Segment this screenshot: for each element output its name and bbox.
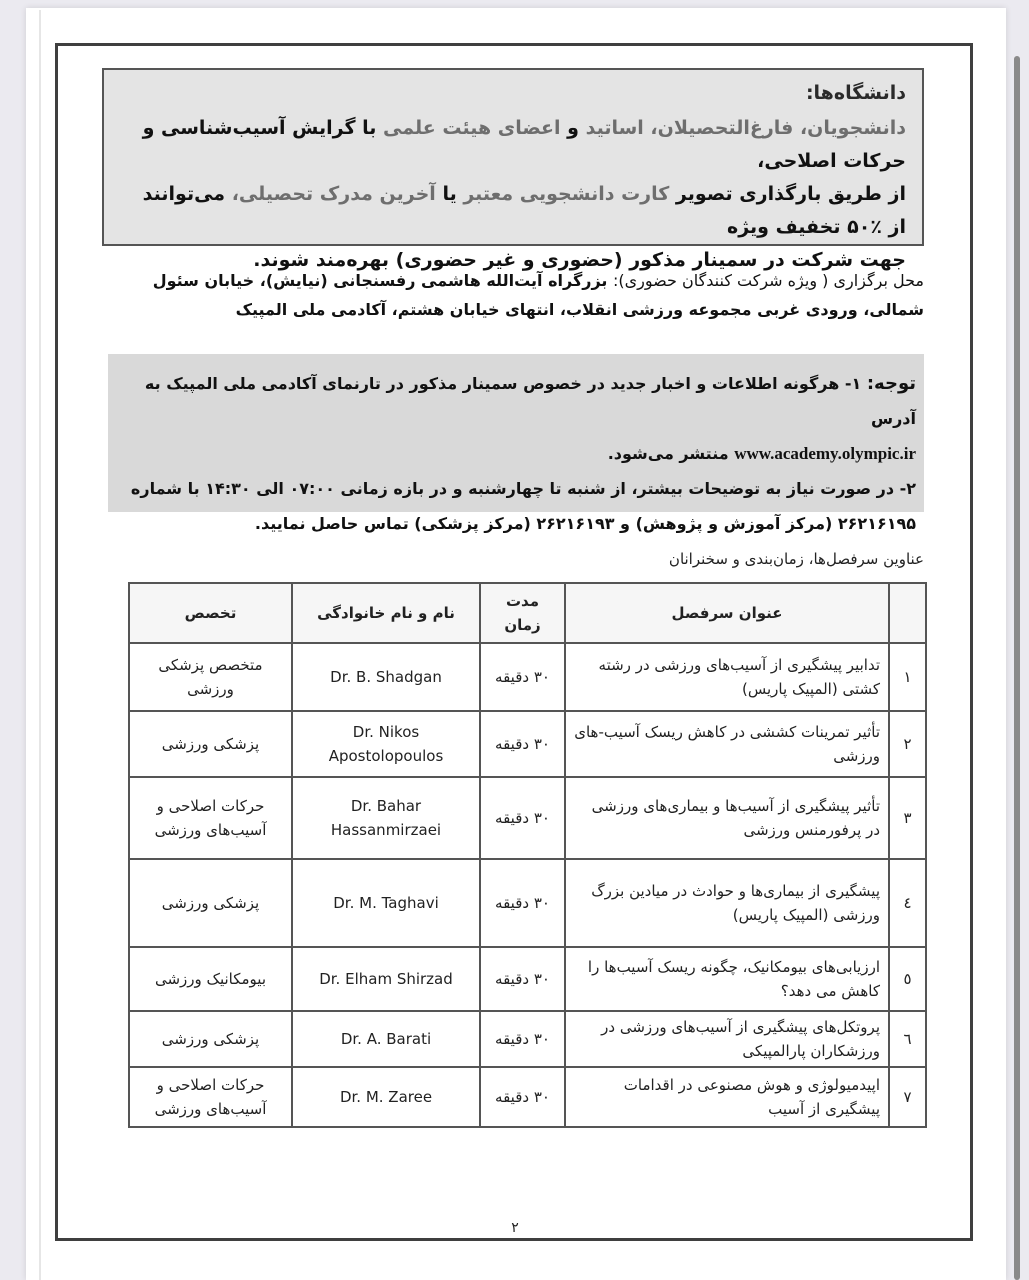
note-item-1: [118, 366, 916, 436]
vertical-scrollbar[interactable]: [1014, 56, 1020, 1280]
row-number: ۷: [889, 1067, 926, 1127]
note-item-1-url-line: [118, 436, 916, 471]
row-speaker-name: Dr. B. Shadgan: [292, 643, 480, 711]
row-number: ٦: [889, 1011, 926, 1067]
row-topic: تأثیر پیشگیری از آسیب‌ها و بیماری‌های ورزشی در پرفورمنس ورزشی: [565, 777, 889, 859]
universities-phrase: اعضای هیئت علمی: [376, 117, 561, 139]
row-speaker-name: Dr. Nikos Apostolopoulos: [292, 711, 480, 777]
universities-phrase: و: [560, 117, 579, 139]
row-duration: ۳۰ دقیقه: [480, 643, 565, 711]
row-number: ۱: [889, 643, 926, 711]
table-row: [129, 777, 926, 859]
universities-line-2: [120, 178, 906, 244]
row-specialty: حرکات اصلاحی و آسیب‌های ورزشی: [129, 777, 292, 859]
venue-address: بزرگراه آیت‌الله هاشمی رفسنجانی (نیایش)، خیابان سئول شمالی، ورودی غربی مجموعه ورزشی انقلاب، انتهای خیابان هشتم، آکادمی ملی المپیک: [152, 271, 924, 319]
row-number: ٤: [889, 859, 926, 947]
row-specialty: پزشکی ورزشی: [129, 711, 292, 777]
row-duration: ۳۰ دقیقه: [480, 711, 565, 777]
universities-discount-box: [102, 68, 924, 271]
table-row: [129, 1011, 926, 1067]
row-specialty: پزشکی ورزشی: [129, 859, 292, 947]
note-box: [108, 354, 924, 533]
note-item-2: ۲- در صورت نیاز به توضیحات بیشتر، از شنبه تا چهارشنبه و در بازه زمانی ۰۷:۰۰ الی ۱۴:۳۰ با شماره ۲۶۲۱۶۱۹۵ (مرکز آموزش و پژوهش) و ۲۶۲۱۶۱۹۳ (مرکز پزشکی) تماس حاصل نمایید.: [130, 479, 916, 533]
academy-url-link[interactable]: www.academy.olympic.ir: [734, 444, 916, 463]
row-speaker-name: Dr. M. Zaree: [292, 1067, 480, 1127]
universities-phrase: کارت دانشجویی معتبر: [456, 183, 670, 205]
universities-phrase: آخرین مدرک تحصیلی،: [225, 183, 436, 205]
row-topic: تأثیر تمرینات کششی در کاهش ریسک آسیب-های ورزشی: [565, 711, 889, 777]
note-label: توجه:: [866, 373, 916, 394]
note-item-1-text: ۱- هرگونه اطلاعات و اخبار جدید در خصوص سمینار مذکور در تارنمای آکادمی ملی المپیک به آدرس: [144, 374, 916, 428]
page-edge: [39, 10, 41, 1280]
universities-phrase: یا: [435, 183, 457, 205]
row-duration: ۳۰ دقیقه: [480, 1011, 565, 1067]
page-number: ۲: [511, 1220, 519, 1236]
table-row: [129, 859, 926, 947]
row-topic: اپیدمیولوژی و هوش مصنوعی در اقدامات پیشگیری از آسیب: [565, 1067, 889, 1127]
row-duration: ۳۰ دقیقه: [480, 1067, 565, 1127]
header-duration: مدت زمان: [480, 583, 565, 643]
row-topic: پیشگیری از بیماری‌ها و حوادث در میادین بزرگ ورزشی (المپیک پاریس): [565, 859, 889, 947]
row-specialty: بیومکانیک ورزشی: [129, 947, 292, 1011]
universities-phrase: از طریق بارگذاری تصویر: [669, 183, 906, 205]
venue-label: محل برگزاری ( ویژه شرکت کنندگان حضوری):: [613, 271, 924, 290]
row-topic: پروتکل‌های پیشگیری از آسیب‌های ورزشی در ورزشکاران پارالمپیکی: [565, 1011, 889, 1067]
table-row: [129, 947, 926, 1011]
row-speaker-name: Dr. Bahar Hassanmirzaei: [292, 777, 480, 859]
header-name: نام و نام خانوادگی: [292, 583, 480, 643]
table-row: [129, 711, 926, 777]
universities-phrase: اساتید: [578, 117, 644, 139]
universities-phrase: گرایش آسیب‌شناسی و حرکات اصلاحی،: [142, 117, 906, 172]
row-number: ۲: [889, 711, 926, 777]
row-speaker-name: Dr. Elham Shirzad: [292, 947, 480, 1011]
row-duration: ۳۰ دقیقه: [480, 947, 565, 1011]
row-specialty: متخصص پزشکی ورزشی: [129, 643, 292, 711]
schedule-title: عناوین سرفصل‌ها، زمان‌بندی و سخنرانان: [668, 550, 924, 568]
universities-phrase: می‌توانند از ٪۵۰ تخفیف ویژه: [142, 183, 906, 238]
universities-body: [120, 112, 906, 277]
header-num: [889, 583, 926, 643]
venue-paragraph: [120, 266, 924, 324]
row-duration: ۳۰ دقیقه: [480, 859, 565, 947]
universities-phrase: دانشجویان،: [793, 117, 906, 139]
row-topic: تدابیر پیشگیری از آسیب‌های ورزشی در رشته کشتی (المپیک پاریس): [565, 643, 889, 711]
table-row: [129, 1067, 926, 1127]
table-row: [129, 643, 926, 711]
row-specialty: حرکات اصلاحی و آسیب‌های ورزشی: [129, 1067, 292, 1127]
header-topic: عنوان سرفصل: [565, 583, 889, 643]
universities-line-1: [120, 112, 906, 178]
schedule-table: [128, 582, 927, 1128]
row-speaker-name: Dr. A. Barati: [292, 1011, 480, 1067]
row-specialty: پزشکی ورزشی: [129, 1011, 292, 1067]
universities-phrase: فارغ‌التحصیلان،: [643, 117, 794, 139]
row-duration: ۳۰ دقیقه: [480, 777, 565, 859]
table-header-row: [129, 583, 926, 643]
row-number: ٥: [889, 947, 926, 1011]
universities-line-3: جهت شرکت در سمینار مذکور (حضوری و غیر حضوری) بهره‌مند شوند.: [253, 249, 906, 271]
universities-phrase: با: [355, 117, 377, 139]
row-speaker-name: Dr. M. Taghavi: [292, 859, 480, 947]
row-topic: ارزیابی‌های بیومکانیک، چگونه ریسک آسیب‌ها را کاهش می دهد؟: [565, 947, 889, 1011]
universities-title: دانشگاه‌ها:: [805, 82, 906, 104]
header-specialty: تخصص: [129, 583, 292, 643]
row-number: ۳: [889, 777, 926, 859]
note-item-1-end: منتشر می‌شود.: [607, 444, 735, 463]
